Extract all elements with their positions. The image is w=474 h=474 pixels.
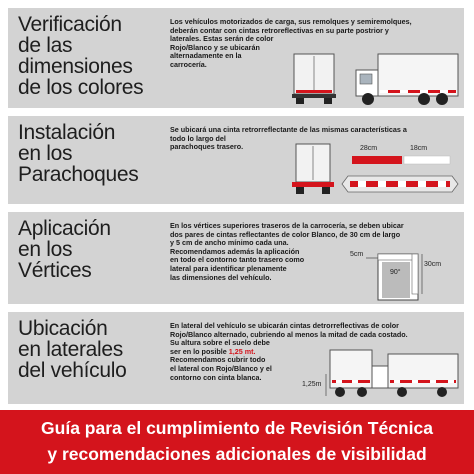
section-bumper (8, 116, 464, 204)
section-title: Verificación de las dimensiones de los colores (18, 13, 144, 99)
vertex-corner-illustration (344, 244, 460, 302)
height-value: 1,25 mt. (228, 346, 256, 356)
section-text: Se ubicará una cinta retrorreflectante de las mismas características a todo lo largo del parachoques trasero. (170, 125, 407, 152)
section-text: En lateral del vehículo se ubicarán cintas detrorreflectivas de color Rojo/Blanco alternado, cubriendo al menos la mitad de cada costado. Su altura sobre el suelo debe ser en lo posible 1,25 mt. Recomendamos cubrir todo el lateral con Rojo/Blanco y el contorno con cinta blanca. (170, 321, 408, 382)
section-text: Los vehículos motorizados de carga, sus remolques y semiremolques, deberán contar con cintas retroreflectivas en su parte postrior y laterales. Estas serán de color Rojo/Blanco y se ubicarán alternadamente en la carrocería. (170, 17, 412, 69)
vertex-width-label: 5cm (350, 251, 364, 258)
vertex-length-label: 30cm (424, 261, 442, 268)
bumper-left-label: 28cm (360, 145, 378, 152)
section-title: Instalación en los Parachoques (18, 121, 139, 186)
bumper-right-label: 18cm (410, 145, 428, 152)
footer-line-1: Guía para el cumplimiento de Revisión Técnica (41, 418, 433, 438)
section-title: Aplicación en los Vértices (18, 217, 111, 282)
section-vertices (8, 212, 464, 304)
footer-banner (0, 410, 474, 474)
section-text: En los vértices superiores traseros de la carrocería, se deben ubicar dos pares de cintas reflectantes de color Blanco, de 30 cm de largo y 5 cm de ancho mínimo cada una. Recomendamos además la aplicación en todo el contorno tanto trasero como lateral para identificar plenamente las dimensiones del vehículo. (170, 221, 404, 282)
vertex-angle-label: 90° (390, 269, 401, 276)
section-dimensions (8, 8, 464, 108)
section-title: Ubicación en laterales del vehículo (18, 317, 127, 382)
bumper-illustration (292, 142, 462, 200)
truck-rear-side-illustration (292, 52, 462, 106)
truck-side-illustration (292, 346, 462, 402)
section-laterals (8, 312, 464, 404)
lateral-height-label: 1,25m (302, 381, 322, 388)
footer-line-2: y recomendaciones adicionales de visibilidad (47, 444, 427, 464)
